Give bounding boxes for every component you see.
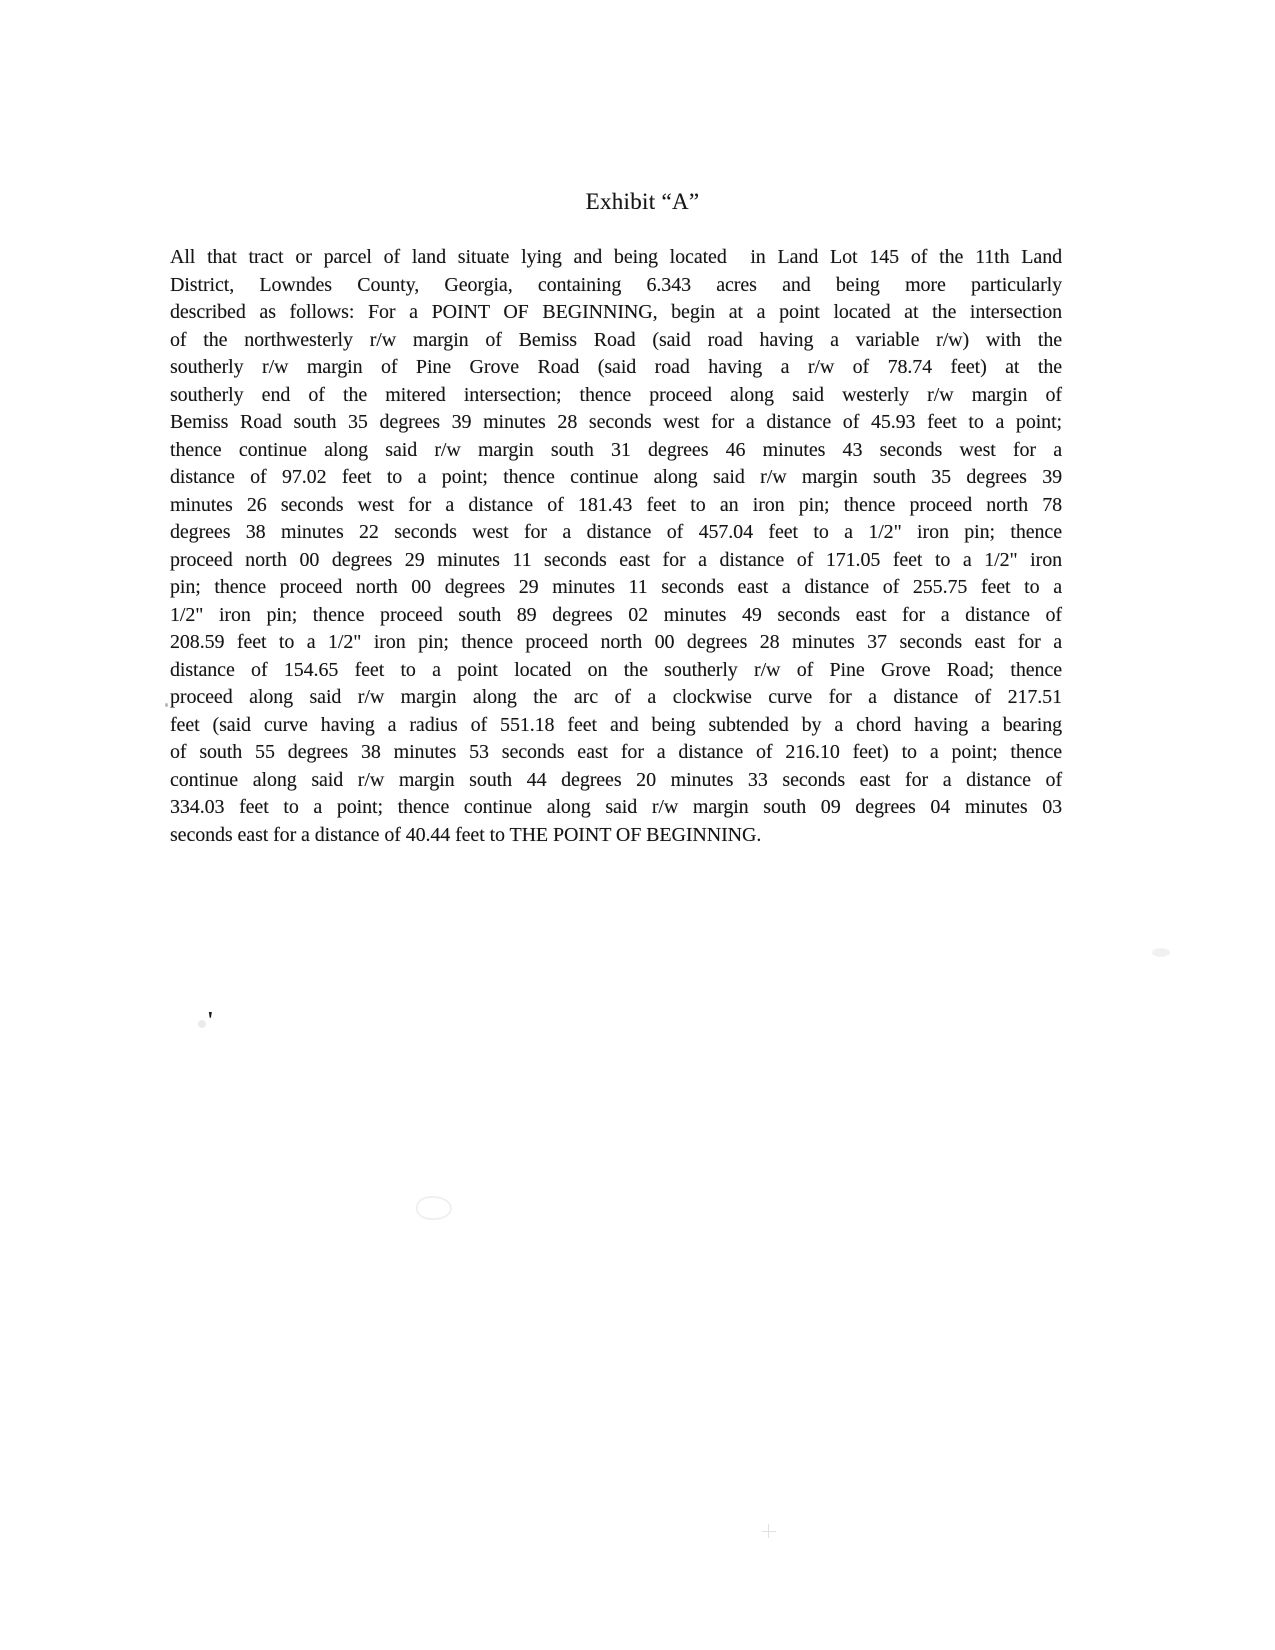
legal-description <box>170 244 1062 849</box>
text-line: 1/2" iron pin; thence proceed south 89 degrees 02 minutes 49 seconds east for a distance of <box>170 603 1062 626</box>
text-line: minutes 26 seconds west for a distance of 181.43 feet to an iron pin; thence proceed north 78 <box>170 493 1062 516</box>
stray-apostrophe-mark: ' <box>207 1008 214 1034</box>
scan-dot <box>165 703 168 707</box>
text-line: distance of 97.02 feet to a point; thence continue along said r/w margin south 35 degrees 39 <box>170 466 1062 488</box>
text-line: described as follows: For a POINT OF BEGINNING, begin at a point located at the intersection <box>170 301 1062 323</box>
page-title: Exhibit “A” <box>585 189 700 214</box>
text-line: feet (said curve having a radius of 551.18 feet and being subtended by a chord having a bearing <box>170 713 1062 736</box>
text-line: 334.03 feet to a point; thence continue along said r/w margin south 09 degrees 04 minutes 03 <box>170 796 1062 818</box>
text-line: 208.59 feet to a 1/2" iron pin; thence proceed north 00 degrees 28 minutes 37 seconds east for a <box>170 631 1062 653</box>
scan-speck <box>198 1020 206 1028</box>
text-line: seconds east for a distance of 40.44 feet to THE POINT OF BEGINNING. <box>170 823 762 846</box>
text-line: of south 55 degrees 38 minutes 53 seconds east for a distance of 216.10 feet) to a point; thence <box>170 741 1062 763</box>
text-line: continue along said r/w margin south 44 degrees 20 minutes 33 seconds east for a distance of <box>170 768 1062 791</box>
text-line: District, Lowndes County, Georgia, containing 6.343 acres and being more particularly <box>170 273 1062 296</box>
text-line: southerly end of the mitered intersection; thence proceed along said westerly r/w margin of <box>170 383 1062 406</box>
scan-smudge <box>762 1524 776 1538</box>
text-line: southerly r/w margin of Pine Grove Road (said road having a r/w of 78.74 feet) at the <box>170 356 1062 378</box>
text-line: degrees 38 minutes 22 seconds west for a distance of 457.04 feet to a 1/2" iron pin; thence <box>170 521 1062 543</box>
text-line: proceed north 00 degrees 29 minutes 11 seconds east for a distance of 171.05 feet to a 1/2" iron <box>170 548 1062 571</box>
text-line: thence continue along said r/w margin south 31 degrees 46 minutes 43 seconds west for a <box>170 438 1062 461</box>
text-line: Bemiss Road south 35 degrees 39 minutes 28 seconds west for a distance of 45.93 feet to a point; <box>170 411 1062 433</box>
scan-smudge <box>416 1196 452 1220</box>
text-line: distance of 154.65 feet to a point located on the southerly r/w of Pine Grove Road; thence <box>170 658 1062 681</box>
text-line: All that tract or parcel of land situate lying and being located in Land Lot 145 of the 11th Land <box>170 246 1062 268</box>
scan-smudge <box>1152 948 1170 957</box>
text-line: of the northwesterly r/w margin of Bemiss Road (said road having a variable r/w) with the <box>170 328 1062 351</box>
text-line: pin; thence proceed north 00 degrees 29 minutes 11 seconds east a distance of 255.75 feet to a <box>170 576 1062 598</box>
text-line: proceed along said r/w margin along the arc of a clockwise curve for a distance of 217.51 <box>170 686 1062 708</box>
